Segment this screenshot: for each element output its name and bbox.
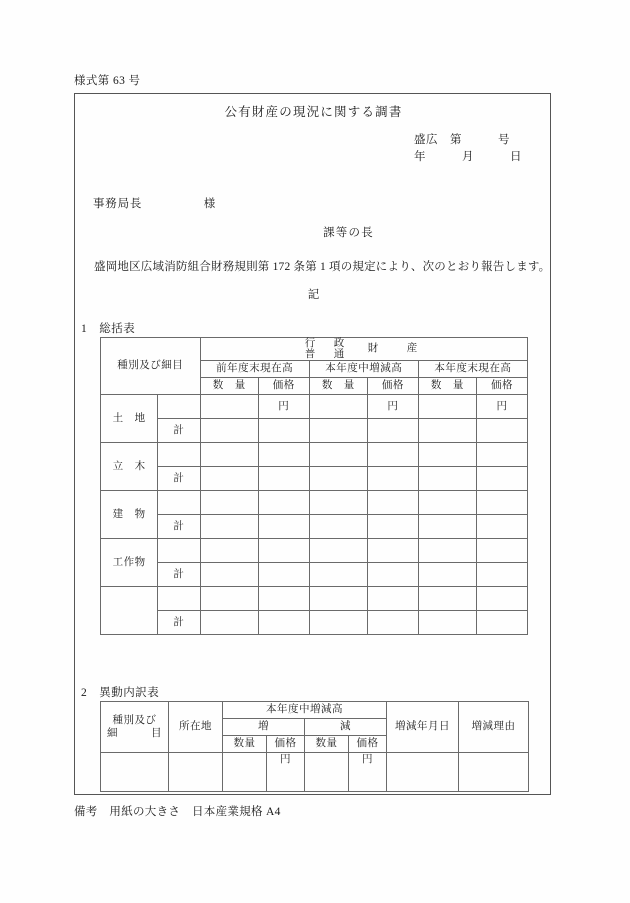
issue-date-line: 年 月 日	[414, 151, 522, 163]
value-cell[interactable]	[309, 515, 367, 539]
detail-cell[interactable]	[158, 587, 200, 611]
detail-cell[interactable]	[158, 443, 200, 467]
value-cell[interactable]	[258, 467, 309, 491]
value-cell[interactable]	[169, 753, 223, 792]
document-title: 公有財産の現況に関する調書	[224, 105, 403, 119]
value-cell[interactable]	[258, 539, 309, 563]
value-cell[interactable]	[200, 395, 258, 419]
header-sub-quantity: 数 量	[418, 378, 476, 395]
header-group-current-end: 本年度末現在高	[418, 361, 527, 378]
summary-table	[100, 337, 528, 635]
issue-block	[414, 132, 522, 166]
value-cell[interactable]	[477, 515, 528, 539]
addressee: 事務局長 様	[93, 198, 216, 210]
yen-cell[interactable]: 円	[349, 753, 387, 792]
value-cell[interactable]	[200, 515, 258, 539]
table-row	[101, 395, 528, 419]
value-cell[interactable]	[309, 419, 367, 443]
value-cell[interactable]	[418, 467, 476, 491]
value-cell[interactable]	[223, 753, 267, 792]
header-kubun	[101, 702, 169, 753]
value-cell[interactable]	[367, 443, 418, 467]
value-cell[interactable]	[305, 753, 349, 792]
section1-label: 1 総括表	[81, 323, 136, 335]
header-sub-price: 価格	[258, 378, 309, 395]
property-type-flat-1: 財	[367, 343, 379, 355]
category-label: 土 地	[101, 395, 158, 443]
value-cell[interactable]	[459, 753, 529, 792]
value-cell[interactable]	[387, 753, 459, 792]
category-label: 工作物	[101, 539, 158, 587]
category-label[interactable]	[101, 587, 158, 635]
value-cell[interactable]	[200, 587, 258, 611]
header-group-prev-year: 前年度末現在高	[200, 361, 309, 378]
header-location: 所在地	[169, 702, 223, 753]
value-cell[interactable]	[418, 419, 476, 443]
value-cell[interactable]	[367, 467, 418, 491]
value-cell[interactable]	[200, 419, 258, 443]
total-label: 計	[158, 467, 200, 491]
value-cell[interactable]	[367, 611, 418, 635]
table-row	[101, 702, 529, 719]
value-cell[interactable]	[418, 563, 476, 587]
header-sub-quantity: 数量	[305, 736, 349, 753]
value-cell[interactable]	[200, 443, 258, 467]
category-label: 建 物	[101, 491, 158, 539]
header-sub-price: 価格	[349, 736, 387, 753]
value-cell[interactable]	[477, 611, 528, 635]
value-cell[interactable]	[477, 467, 528, 491]
value-cell[interactable]	[258, 611, 309, 635]
detail-cell[interactable]	[158, 395, 200, 419]
value-cell[interactable]	[258, 563, 309, 587]
table-row	[101, 563, 528, 587]
total-label: 計	[158, 563, 200, 587]
header-kubun-line2: 細 目	[107, 728, 162, 739]
header-sub-quantity: 数 量	[200, 378, 258, 395]
value-cell[interactable]	[367, 419, 418, 443]
yen-cell[interactable]: 円	[267, 753, 305, 792]
value-cell[interactable]	[367, 587, 418, 611]
table-row	[101, 443, 528, 467]
table-row	[101, 338, 528, 361]
detail-cell[interactable]	[158, 491, 200, 515]
category-label: 立 木	[101, 443, 158, 491]
value-cell[interactable]	[418, 491, 476, 515]
value-cell[interactable]	[418, 395, 476, 419]
table-row	[101, 587, 528, 611]
value-cell[interactable]	[309, 395, 367, 419]
value-cell[interactable]	[309, 587, 367, 611]
header-kubun: 種別及び細目	[101, 338, 201, 395]
header-increase: 増	[223, 719, 305, 736]
header-sub-quantity: 数 量	[309, 378, 367, 395]
detail-cell[interactable]	[158, 539, 200, 563]
header-kubun-line1: 種別及び	[112, 714, 157, 726]
value-cell[interactable]	[367, 515, 418, 539]
value-cell[interactable]	[309, 443, 367, 467]
value-cell[interactable]	[200, 539, 258, 563]
value-cell[interactable]	[200, 611, 258, 635]
header-sub-price: 価格	[367, 378, 418, 395]
value-cell[interactable]	[200, 467, 258, 491]
yen-cell[interactable]: 円	[258, 395, 309, 419]
value-cell[interactable]	[200, 563, 258, 587]
value-cell[interactable]	[258, 419, 309, 443]
body-text: 盛岡地区広域消防組合財務規則第 172 条第 1 項の規定により、次のとおり報告します。	[94, 261, 551, 273]
value-cell[interactable]	[309, 491, 367, 515]
table-row	[101, 467, 528, 491]
property-type-flat-2: 産	[406, 343, 418, 355]
header-property-type	[200, 338, 527, 361]
issuer: 課等の長	[323, 227, 374, 239]
table-row	[101, 611, 528, 635]
value-cell[interactable]	[367, 563, 418, 587]
value-cell[interactable]	[418, 587, 476, 611]
header-group-current-change: 本年度中増減高	[309, 361, 418, 378]
value-cell[interactable]	[477, 587, 528, 611]
value-cell[interactable]	[477, 563, 528, 587]
property-type-stack-2: 政 通	[333, 338, 345, 361]
value-cell[interactable]	[200, 491, 258, 515]
header-sub-quantity: 数量	[223, 736, 267, 753]
header-change-date: 増減年月日	[387, 702, 459, 753]
property-type-stack-1: 行 普	[304, 338, 316, 361]
value-cell[interactable]	[101, 753, 169, 792]
value-cell[interactable]	[477, 491, 528, 515]
value-cell[interactable]	[477, 443, 528, 467]
footnote: 備考 用紙の大きさ 日本産業規格 A4	[74, 806, 281, 818]
value-cell[interactable]	[418, 515, 476, 539]
table-row	[101, 539, 528, 563]
total-label: 計	[158, 419, 200, 443]
yen-cell[interactable]: 円	[477, 395, 528, 419]
value-cell[interactable]	[309, 539, 367, 563]
value-cell[interactable]	[418, 443, 476, 467]
table-row	[101, 753, 529, 792]
value-cell[interactable]	[309, 563, 367, 587]
change-detail-table	[100, 701, 529, 792]
value-cell[interactable]	[309, 467, 367, 491]
section2-label: 2 異動内訳表	[81, 687, 160, 699]
table-row	[101, 491, 528, 515]
form-number: 様式第 63 号	[74, 75, 141, 87]
document-frame	[74, 93, 551, 795]
value-cell[interactable]	[309, 611, 367, 635]
header-change-group: 本年度中増減高	[223, 702, 387, 719]
header-change-reason: 増減理由	[459, 702, 529, 753]
header-decrease: 減	[305, 719, 387, 736]
value-cell[interactable]	[477, 539, 528, 563]
value-cell[interactable]	[477, 419, 528, 443]
value-cell[interactable]	[258, 491, 309, 515]
value-cell[interactable]	[367, 491, 418, 515]
value-cell[interactable]	[418, 539, 476, 563]
total-label: 計	[158, 611, 200, 635]
value-cell[interactable]	[258, 515, 309, 539]
table-row	[101, 419, 528, 443]
header-sub-price: 価格	[267, 736, 305, 753]
ki-mark: 記	[307, 289, 320, 301]
value-cell[interactable]	[418, 611, 476, 635]
yen-cell[interactable]: 円	[367, 395, 418, 419]
issue-number-line: 盛広 第 号	[414, 134, 510, 146]
value-cell[interactable]	[258, 587, 309, 611]
total-label: 計	[158, 515, 200, 539]
value-cell[interactable]	[258, 443, 309, 467]
value-cell[interactable]	[367, 539, 418, 563]
table-row	[101, 515, 528, 539]
header-sub-price: 価格	[477, 378, 528, 395]
